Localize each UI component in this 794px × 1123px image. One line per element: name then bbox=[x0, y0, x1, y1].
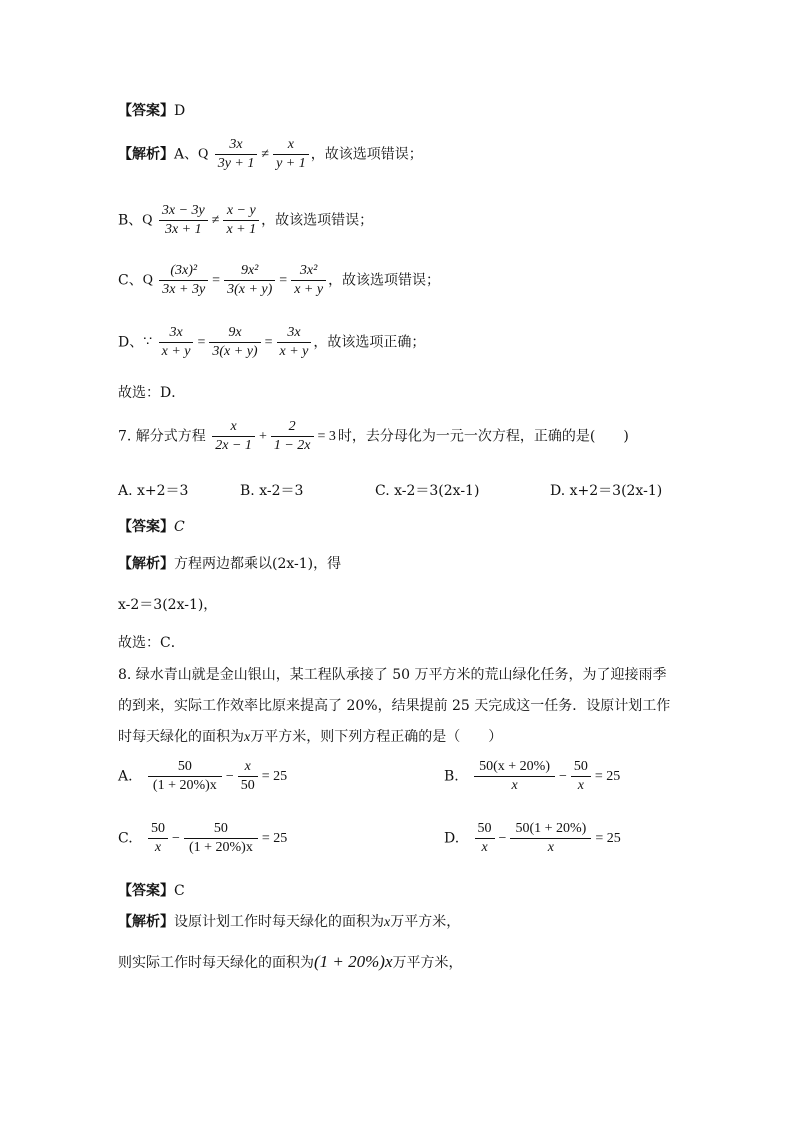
question-7-prefix: 7. 解分式方程 bbox=[118, 428, 206, 445]
analysis-step: x-2＝3(2x-1)， bbox=[118, 597, 218, 613]
fraction: $\frac{x}{y + 1}$ bbox=[273, 138, 309, 171]
option-label: A. bbox=[118, 768, 133, 785]
option-c-prefix: C、 bbox=[118, 272, 143, 289]
option-a-prefix: A、 bbox=[174, 146, 199, 163]
fraction: $\frac{3x}{x + y}$ bbox=[277, 326, 312, 359]
line-3-post: 万平方米，则下列方程正确的是（ ） bbox=[250, 729, 503, 745]
analysis-last-line bbox=[118, 953, 463, 970]
neq-sign: ≠ bbox=[211, 212, 220, 228]
analysis-option-c bbox=[118, 264, 440, 297]
q-symbol: Q bbox=[142, 272, 153, 288]
minus-sign: − bbox=[172, 830, 180, 846]
option-label: C. bbox=[118, 830, 133, 847]
fraction: $\frac{50}{(1 + 20\%)x}$ bbox=[148, 760, 222, 793]
neq-sign: ≠ bbox=[261, 146, 270, 162]
question-8-line-1: 8. 绿水青山就是金山银山，某工程队承接了 50 万平方米的荒山绿化任务，为了迎接雨季 bbox=[118, 667, 667, 683]
option-d-suffix: ，故该选项正确； bbox=[313, 334, 426, 351]
question-8-option-a bbox=[118, 760, 289, 793]
fraction: $\frac{x}{2x - 1}$ bbox=[212, 420, 255, 453]
option-b-suffix: ，故该选项错误； bbox=[261, 212, 374, 229]
answer-line bbox=[118, 104, 185, 118]
analysis-text: 方程两边都乘以(2x-1)，得 bbox=[174, 556, 342, 572]
analysis-label: 【解析】 bbox=[118, 556, 174, 572]
question-7-suffix: 时，去分母化为一元一次方程，正确的是( ) bbox=[337, 428, 629, 445]
expression: (1 + 20%)x bbox=[314, 952, 393, 971]
answer-value: C bbox=[174, 883, 185, 899]
fraction: $\frac{50(1 + 20\%)}{x}$ bbox=[510, 822, 591, 855]
line-3-pre: 时每天绿化的面积为 bbox=[118, 729, 244, 745]
fraction: $\frac{\text{9x²}}{3(x + y)}$ bbox=[224, 264, 275, 297]
question-7-option-a: A. x+2＝3 bbox=[118, 483, 189, 499]
fraction: $\frac{50}{x}$ bbox=[148, 822, 168, 855]
q-symbol: Q bbox=[142, 212, 153, 228]
q-symbol: Q bbox=[198, 146, 209, 162]
question-7-stem bbox=[118, 420, 629, 453]
analysis-label: 【解析】 bbox=[118, 914, 174, 930]
analysis-line bbox=[118, 915, 460, 930]
fraction: $\frac{50(x + 20\%)}{x}$ bbox=[474, 760, 555, 793]
fraction: $\frac{x}{50}$ bbox=[238, 760, 258, 793]
question-7-option-c: C. x-2＝3(2x-1) bbox=[375, 483, 480, 499]
equals-sign: = bbox=[197, 334, 206, 350]
equals-25: = 25 bbox=[595, 830, 621, 846]
equals-three: = 3 bbox=[317, 428, 336, 444]
option-label: D. bbox=[444, 830, 460, 847]
equals-sign: = bbox=[212, 272, 221, 288]
question-7-option-d: D. x+2＝3(2x-1) bbox=[550, 483, 663, 499]
because-symbol: ∵ bbox=[143, 334, 153, 350]
variable-x: x bbox=[384, 915, 391, 930]
equals-sign: = bbox=[264, 334, 273, 350]
equals-25: = 25 bbox=[261, 768, 288, 784]
option-label: B. bbox=[444, 768, 459, 785]
fraction: $\frac{3x}{x + y}$ bbox=[159, 326, 194, 359]
plus-sign: + bbox=[258, 428, 267, 444]
last-line-pre: 则实际工作时每天绿化的面积为 bbox=[118, 955, 314, 971]
option-a-suffix: ，故该选项错误； bbox=[310, 146, 423, 163]
fraction: $\frac{\text{3x²}}{x + y}$ bbox=[291, 264, 326, 297]
analysis-pre: 设原计划工作时每天绿化的面积为 bbox=[174, 914, 384, 930]
fraction: $\frac{50}{(1 + 20\%)x}$ bbox=[184, 822, 258, 855]
analysis-label: 【解析】 bbox=[118, 146, 174, 163]
question-8-option-b bbox=[444, 760, 622, 793]
equals-sign: = bbox=[279, 272, 288, 288]
analysis-post: 万平方米， bbox=[390, 914, 461, 930]
answer-value: D bbox=[174, 103, 186, 119]
conclusion-line: 故选：C． bbox=[118, 635, 185, 651]
question-7-option-b: B. x-2＝3 bbox=[240, 483, 304, 499]
question-8-line-3 bbox=[118, 730, 502, 745]
last-line-post: 万平方米， bbox=[392, 955, 463, 971]
option-d-prefix: D、 bbox=[118, 334, 144, 351]
analysis-option-a bbox=[118, 138, 423, 171]
conclusion-line: 故选：D． bbox=[118, 385, 186, 401]
minus-sign: − bbox=[498, 830, 507, 846]
fraction: $\frac{3x}{3y + 1}$ bbox=[215, 138, 258, 171]
question-8-option-c bbox=[118, 822, 289, 855]
answer-line bbox=[118, 520, 185, 534]
fraction: $\frac{\text{(3x)²}}{3x + 3y}$ bbox=[159, 264, 208, 297]
fraction: $\frac{9x}{3(x + y)}$ bbox=[209, 326, 260, 359]
analysis-option-d bbox=[118, 326, 425, 359]
question-8-line-2: 的到来，实际工作效率比原来提高了 20%，结果提前 25 天完成这一任务．设原计划工作 bbox=[118, 698, 671, 714]
answer-line bbox=[118, 884, 185, 898]
option-c-suffix: ，故该选项错误； bbox=[328, 272, 441, 289]
analysis-option-b bbox=[118, 204, 373, 237]
equals-25: = 25 bbox=[261, 830, 288, 846]
answer-value: C bbox=[174, 519, 185, 535]
answer-label: 【答案】 bbox=[118, 519, 174, 535]
fraction: $\frac{50}{x}$ bbox=[475, 822, 495, 855]
fraction: $\frac{2}{1 - 2x}$ bbox=[271, 420, 314, 453]
option-b-prefix: B、 bbox=[118, 212, 143, 229]
minus-sign: − bbox=[559, 768, 567, 784]
variable-x: x bbox=[244, 730, 251, 745]
minus-sign: − bbox=[225, 768, 234, 784]
equals-25: = 25 bbox=[594, 768, 621, 784]
question-8-option-d bbox=[444, 822, 623, 855]
fraction: $\frac{50}{x}$ bbox=[571, 760, 591, 793]
answer-label: 【答案】 bbox=[118, 883, 174, 899]
fraction: $\frac{3x - 3y}{3x + 1}$ bbox=[159, 204, 208, 237]
fraction: $\frac{x - y}{x + 1}$ bbox=[223, 204, 259, 237]
analysis-line bbox=[118, 557, 341, 571]
answer-label: 【答案】 bbox=[118, 103, 174, 119]
